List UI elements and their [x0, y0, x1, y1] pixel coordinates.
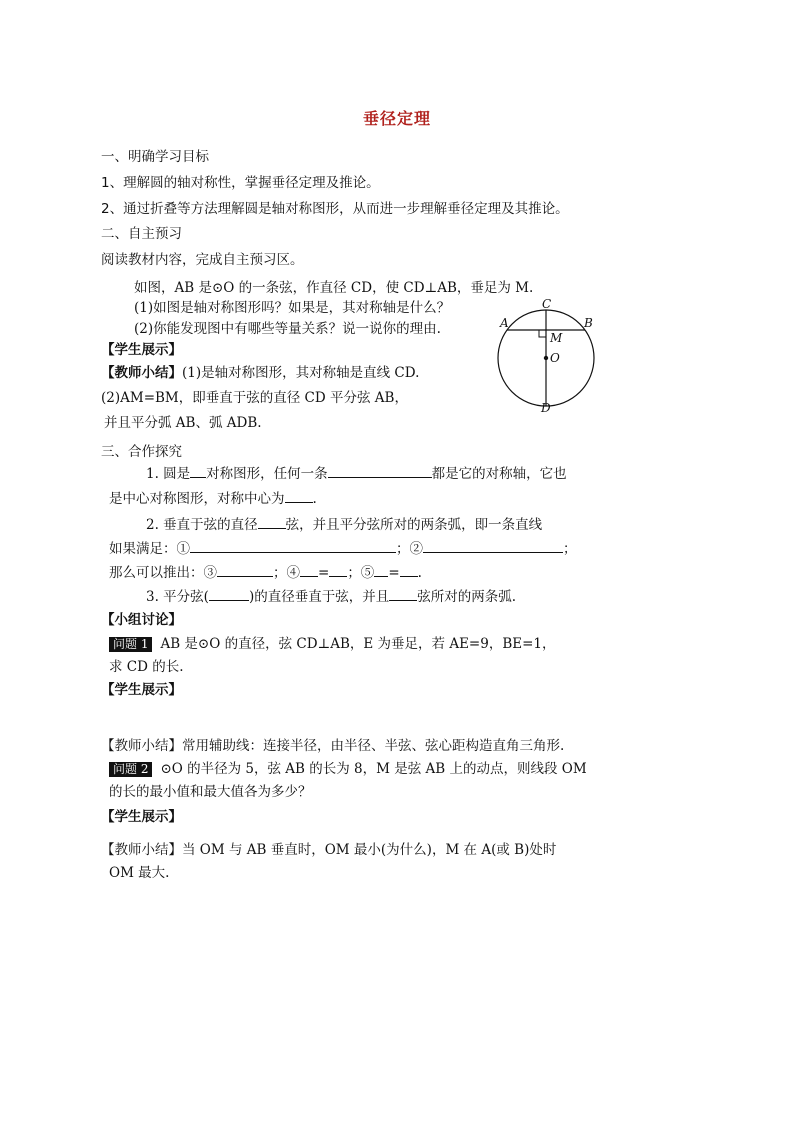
l4a: 如果满足：① — [109, 541, 190, 557]
l1b: 对称图形，任何一条 — [206, 466, 328, 482]
blank-12 — [209, 587, 249, 601]
teacher-summary-problem-2-line-2: OM 最大. — [109, 865, 170, 881]
l5d: ；⑤ — [347, 565, 375, 581]
blank-3 — [285, 489, 313, 503]
label-o: O — [550, 351, 560, 365]
teacher-summary-3: 并且平分弧 AB、弧 ADB. — [104, 415, 262, 431]
right-angle-mark — [539, 330, 546, 337]
problem-1-line-2: 求 CD 的长. — [109, 659, 184, 675]
goal-1: 1、理解圆的轴对称性，掌握垂径定理及推论。 — [101, 175, 380, 191]
page-title: 垂径定理 — [362, 109, 431, 128]
blank-4 — [258, 515, 286, 529]
problem-2-line-1 — [109, 757, 587, 777]
l3b: 弦，并且平分弦所对的两条弧，即一条直线 — [285, 517, 543, 533]
group-discussion-label: 【小组讨论】 — [101, 612, 182, 628]
l6c: 弦所对的两条弧. — [417, 589, 517, 605]
teacher-summary-problem-2-line-1: 【教师小结】当 OM 与 AB 垂直时，OM 最小(为什么)，M 在 A(或 B)处时 — [101, 842, 557, 858]
preview-question-2: (2)你能发现图中有哪些等量关系？说一说你的理由. — [134, 321, 441, 337]
l3a: 2. 垂直于弦的直径 — [146, 517, 258, 533]
section-3-heading: 三、合作探究 — [101, 444, 182, 460]
label-d: D — [541, 401, 551, 415]
explore-line-1 — [146, 462, 567, 482]
problem-2-line-2: 的长的最小值和最大值各为多少？ — [109, 784, 312, 800]
teacher-summary-1 — [101, 361, 419, 381]
l5c: = — [318, 565, 330, 581]
explore-line-6 — [146, 585, 516, 605]
label-m: M — [550, 331, 563, 345]
blank-6 — [423, 539, 563, 553]
section-1-heading: 一、明确学习目标 — [101, 149, 209, 165]
l5e: = — [388, 565, 400, 581]
problem-1-text: AB 是⊙O 的直径，弦 CD⊥AB，E 为垂足，若 AE=9，BE=1， — [160, 636, 556, 652]
l4b: ；② — [396, 541, 423, 557]
explore-line-3 — [146, 513, 542, 533]
blank-5 — [190, 539, 396, 553]
blank-9 — [329, 563, 347, 577]
l5b: ；④ — [273, 565, 300, 581]
preview-question-1: (1)如图是轴对称图形吗？如果是，其对称轴是什么？ — [134, 300, 451, 316]
l4c: ； — [563, 541, 577, 557]
blank-11 — [400, 563, 418, 577]
l5f: . — [417, 565, 422, 581]
section-2-heading: 二、自主预习 — [101, 226, 182, 242]
student-show-label: 【学生展示】 — [101, 342, 182, 358]
problem-2-tag: 问题 2 — [109, 762, 152, 777]
student-show-label-3: 【学生展示】 — [101, 809, 182, 825]
label-c: C — [542, 297, 552, 311]
circle-diagram — [496, 296, 606, 416]
student-show-label-2: 【学生展示】 — [101, 682, 182, 698]
blank-10 — [374, 563, 388, 577]
blank-1 — [190, 464, 206, 478]
goal-2: 2、通过折叠等方法理解圆是轴对称图形，从而进一步理解垂径定理及其推论。 — [101, 201, 569, 217]
label-a: A — [500, 316, 509, 330]
blank-2 — [328, 464, 432, 478]
problem-1-tag: 问题 1 — [109, 637, 152, 652]
blank-8 — [300, 563, 318, 577]
l6a: 3. 平分弦( — [146, 589, 209, 605]
l1a: 1. 圆是 — [146, 466, 191, 482]
l6b: )的直径垂直于弦，并且 — [248, 589, 390, 605]
teacher-summary-tag: 【教师小结】 — [101, 365, 182, 381]
problem-2-text: ⊙O 的半径为 5，弦 AB 的长为 8，M 是弦 AB 上的动点，则线段 OM — [160, 761, 587, 777]
l2b: . — [312, 491, 317, 507]
explore-line-2 — [109, 487, 317, 507]
l5a: 那么可以推出：③ — [109, 565, 217, 581]
problem-1-line-1 — [109, 632, 556, 652]
explore-line-5 — [109, 561, 422, 581]
blank-7 — [217, 563, 273, 577]
explore-line-4 — [109, 537, 577, 557]
teacher-summary-problem-1: 【教师小结】常用辅助线：连接半径，由半径、半弦、弦心距构造直角三角形. — [101, 738, 565, 754]
preview-problem: 如图，AB 是⊙O 的一条弦，作直径 CD，使 CD⊥AB，垂足为 M. — [134, 280, 534, 296]
l1c: 都是它的对称轴，它也 — [431, 466, 567, 482]
center-point — [544, 356, 548, 360]
teacher-summary-text-1: (1)是轴对称图形，其对称轴是直线 CD. — [182, 365, 420, 381]
l2a: 是中心对称图形，对称中心为 — [109, 491, 285, 507]
preview-intro: 阅读教材内容，完成自主预习区。 — [101, 252, 304, 268]
teacher-summary-2: (2)AM=BM，即垂直于弦的直径 CD 平分弦 AB， — [101, 390, 408, 406]
blank-13 — [389, 587, 417, 601]
label-b: B — [584, 316, 593, 330]
